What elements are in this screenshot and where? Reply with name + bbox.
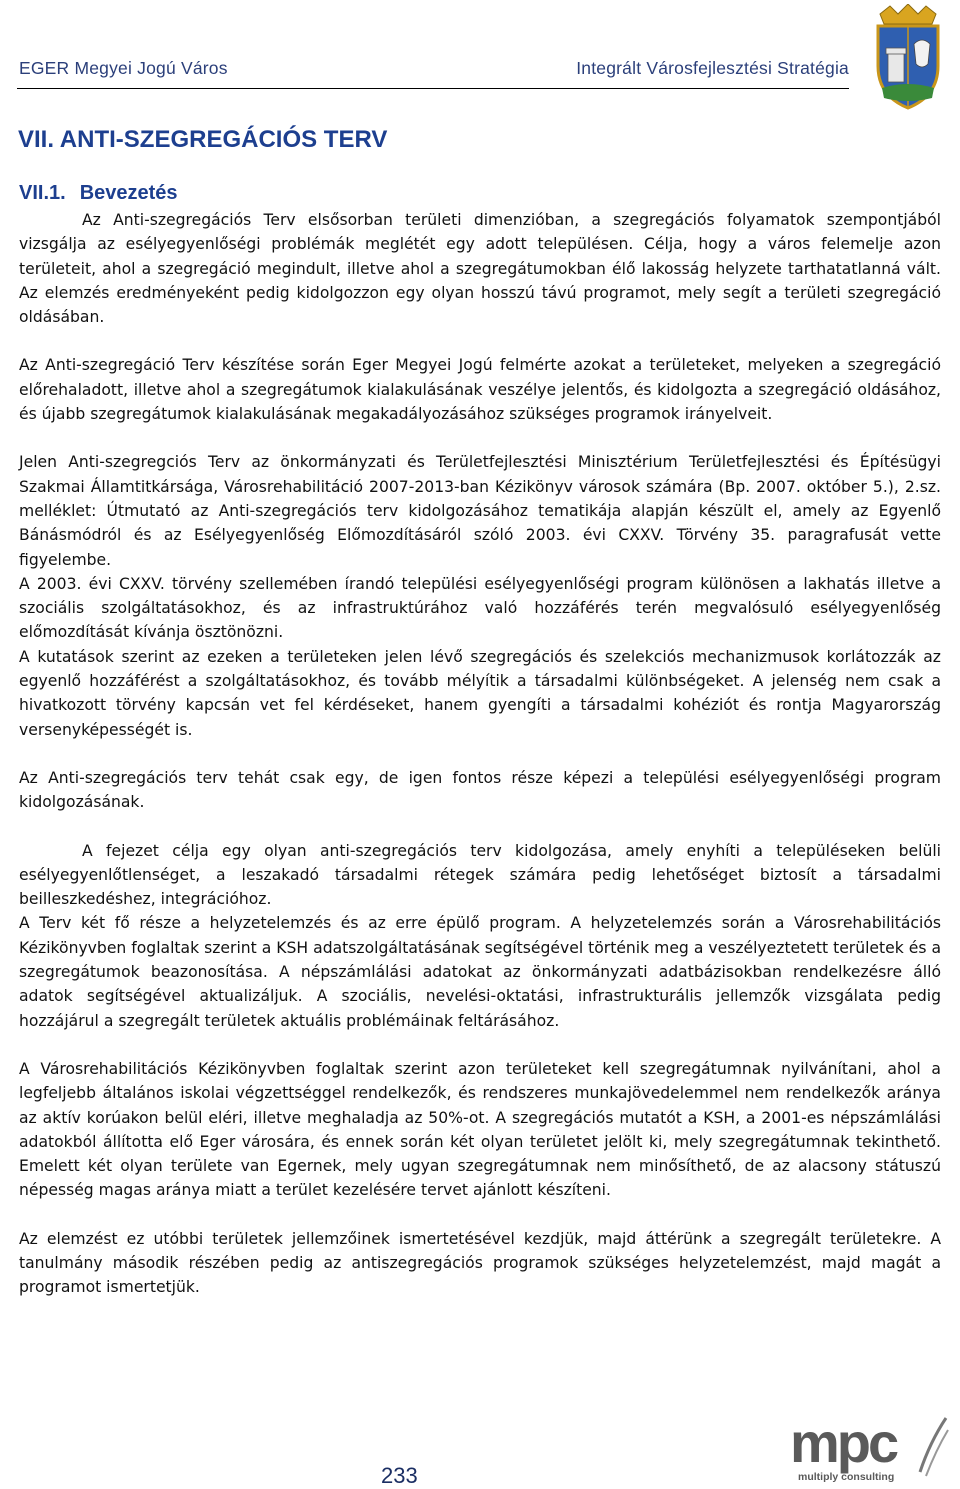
section-title	[19, 182, 192, 205]
paragraph: A kutatások szerint az ezeken a területeken jelen lévő szegregációs és szelekciós mechanizmusok korlátozzák az egyenlő hozzáférést a szolgáltatásokhoz, és tovább mélyítik a társadalmi különbségeket. A jelenség nem csak a hivatkozott törvény kapcsán vet fel kérdéseket, hanem gyengíti a társadalmi kohéziót és rontja Magyarország versenyképességét is.	[19, 647, 941, 739]
logo-mark: mpc	[790, 1412, 897, 1474]
mpc-logo	[770, 1412, 950, 1484]
page-number: 233	[381, 1463, 418, 1488]
paragraph: Az Anti-szegregáció Terv készítése során Eger Megyei Jogú felmérte azokat a területeket, melyeken a szegregáció előrehaladott, illetve ahol a szegregátumok kialakulásának veszélye jelentős, és kidolgozta a szegregáció oldásához, és újabb szegregátumok kialakulásának megakadályozásához szükséges programok irányelveit.	[19, 356, 941, 424]
section-label: Bevezetés	[79, 182, 178, 204]
page-header	[17, 58, 849, 90]
paragraph: A 2003. évi CXXV. törvény szellemében írandó települési esélyegyenlőségi program különösen a lakhatás illetve a szociális szolgáltatásokhoz, és az infrastruktúrához való hozzáférés terén megvalósuló esélyegyenlőség előmozdítását kívánja ösztönözni.	[19, 574, 941, 642]
header-document-title: Integrált Városfejlesztési Stratégia	[576, 58, 849, 78]
paragraph: Jelen Anti-szegregciós Terv az önkormányzati és Területfejlesztési Minisztérium Területfejlesztési és Építésügyi Szakmai Államtitkársága, Városrehabilitáció 2007-2013-ban Kézikönyv városok számára (Bp. 2007. október 5.), 2.sz. melléklet: Útmutató az Anti-szegregációs terv kidolgozásához tematikája alapján készült el, amely az Egyenlő Bánásmódról és az Esélyegyenlőség Előmozdításáról szóló 2003. évi CXXV. Törvény 35. paragrafusát vette figyelembe.	[19, 453, 941, 569]
header-rule	[17, 88, 849, 89]
document-body	[19, 208, 941, 1300]
coat-of-arms-icon	[872, 4, 944, 112]
paragraph: A Terv két fő része a helyzetelemzés és az erre épülő program. A helyzetelemzés során a Városrehabilitációs Kézikönyvben foglaltak szerint a KSH adatszolgáltatásának segítségével történik meg a veszélyeztetett területek és a szegregátumok beazonosítása. A népszámlálási adatokat az önkormányzati adatbázisokban rendelkezésre álló adatok segítségével aktualizáljuk. A szociális, nevelési-oktatási, infrastrukturális jellemzők vizsgálata pedig hozzájárul a szegregált területek aktuális problémáinak feltárásához.	[19, 914, 941, 1030]
paragraph: Az Anti-szegregációs terv tehát csak egy, de igen fontos része képezi a települési esélyegyenlőségi program kidolgozásának.	[19, 768, 941, 812]
paragraph: A fejezet célja egy olyan anti-szegregációs terv kidolgozása, amely enyhíti a településeken belüli esélyegyenlőtlenséget, a leszakadó társadalmi rétegek számára pedig lehetőséget biztosít a társadalmi beilleszkedéshez, integrációhoz.	[19, 841, 941, 909]
logo-tagline: multiply consulting	[798, 1471, 895, 1483]
paragraph: Az elemzést ez utóbbi területek jellemzőinek ismertetésével kezdjük, majd áttérünk a szegregált területekre. A tanulmány második részében pedig az antiszegregációs programok szükséges helyzetelemzést, majd magát a programot ismertetjük.	[19, 1229, 941, 1297]
header-city: EGER Megyei Jogú Város	[19, 58, 228, 78]
paragraph: Az Anti-szegregációs Terv elsősorban területi dimenzióban, a szegregációs folyamatok szempontjából vizsgálja az esélyegyenlőségi problémák meglétét egy adott településen. Célja, hogy a város felemelje azon területeit, ahol a szegregáció megindult, illetve ahol a szegregátumokban élő lakosság helyzete tarthatatlanná vált. Az elemzés eredményeként pedig kidolgozzon egy olyan hosszú távú programot, mely segít a területi szegregáció oldásában.	[19, 211, 941, 327]
section-number: VII.1.	[19, 182, 66, 204]
paragraph: A Városrehabilitációs Kézikönyvben foglaltak szerint azon területeket kell szegregátumnak nyilvánítani, ahol a legfeljebb általános iskolai végzettséggel rendelkezők, és rendszeres munkajövedelemmel nem rendelkezők aránya az aktív korúakon belül eléri, illetve meghaladja az 50%-ot. A szegregációs mutatót a KSH, a 2001-es népszámlálási adatokból állította elő Eger városára, és ennek során két olyan területet jelölt ki, mely szegregátumnak tekinthető. Emelett két olyan területe van Egernek, mely ugyan szegregátumnak nem minősíthető, de az alacsony státuszú népesség magas aránya miatt a terület kezelésére tervet ajánlott készíteni.	[19, 1059, 941, 1200]
chapter-title: VII. ANTI-SZEGREGÁCIÓS TERV	[18, 126, 388, 153]
